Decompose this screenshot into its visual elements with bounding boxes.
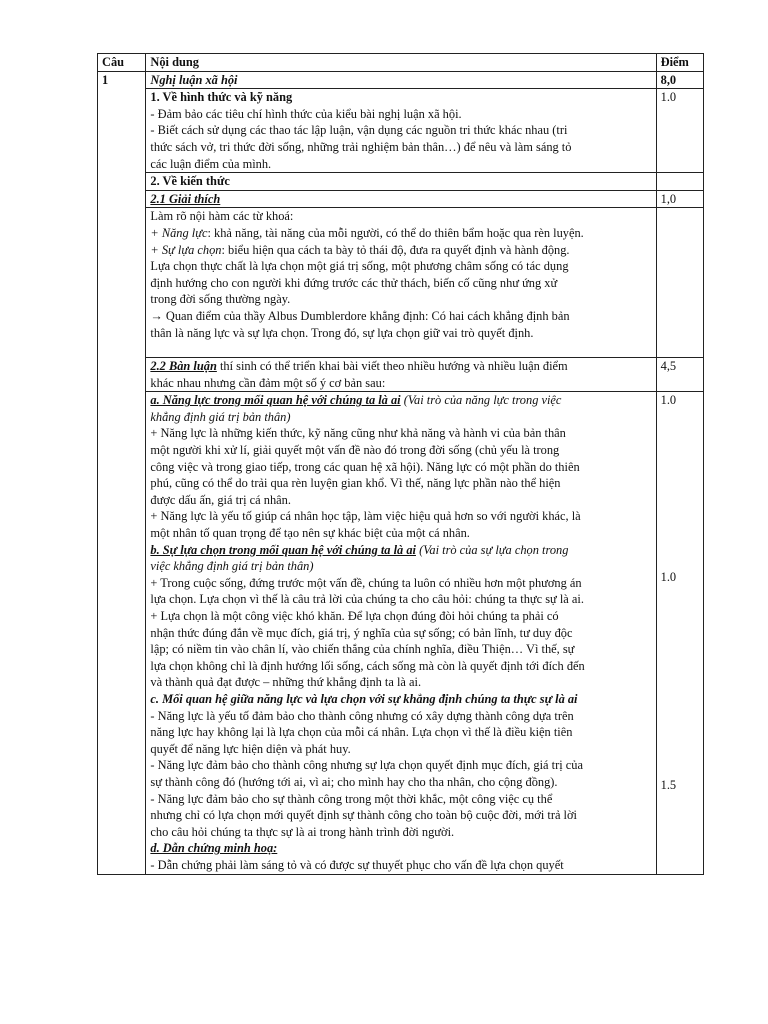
sub21-intro: Làm rõ nội hàm các từ khoá:: [150, 209, 294, 224]
point-c-heading: c. Mối quan hệ giữa năng lực và lựa chọn với sự khẳng định chúng ta thực sự là ai: [150, 691, 578, 706]
sub22-text2: khác nhau nhưng cần đảm một số ý cơ bản sau:: [150, 375, 386, 390]
sub21-line: thân là năng lực và sự lựa chọn. Trong đó, sự lựa chọn giữ vai trò quyết định.: [150, 325, 534, 340]
table-row: [98, 89, 704, 173]
term-lua-chon: + Sự lựa chọn: [150, 242, 222, 257]
table-row: [98, 392, 704, 874]
section1-line: - Biết cách sử dụng các thao tác lập luận, vận dụng các nguồn tri thức khác nhau (tri: [150, 123, 568, 138]
sub21-luachon: [150, 242, 651, 259]
point-b-heading: b. Sự lựa chọn trong mối quan hệ với chúng ta là ai: [150, 542, 416, 557]
point-c-line: - Năng lực đảm bảo cho thành công nhưng sự lựa chọn quyết định mục đích, giá trị của: [150, 758, 583, 773]
sub21-heading: 2.1 Giải thích: [146, 190, 656, 208]
point-a-line: công việc và trong giao tiếp, trong các quan hệ xã hội). Năng lực có một phần do thiên: [150, 459, 580, 474]
sub21-line: → Quan điểm của thầy Albus Dumblerdore khẳng định: Có hai cách khẳng định bản: [150, 308, 570, 323]
point-a-line: được dấu ấn, giá trị cá nhân.: [150, 492, 291, 507]
point-c-line: - Năng lực đảm bảo cho sự thành công trong một thời khắc, một công việc cụ thể: [150, 791, 553, 806]
sub21-score: 1,0: [656, 190, 703, 208]
term-nang-luc-def: : khả năng, tài năng của mỗi người, có thể do thiên bẩm hoặc qua rèn luyện.: [207, 225, 584, 240]
question-total-score: 8,0: [656, 71, 703, 89]
section1-line: các luận điểm của mình.: [150, 156, 272, 171]
sub22-heading: 2.2 Bàn luận: [150, 359, 217, 374]
sub22-intro: [150, 358, 651, 375]
point-a-cell: [146, 392, 656, 874]
point-c-score: 1.5: [660, 778, 677, 793]
point-b-score: 1.0: [660, 569, 677, 584]
point-d-line: - Dẫn chứng phải làm sáng tỏ và có được sự thuyết phục cho vấn đề lựa chọn quyết: [150, 857, 564, 872]
sub21-nangluc: [150, 225, 651, 242]
question-title: Nghị luận xã hội: [146, 71, 656, 89]
grading-table: [97, 53, 704, 875]
point-b-line: lập; có niềm tin vào chân lí, vào chiến thắng của chính nghĩa, điều Thiện… Vì thế, sự: [150, 642, 575, 657]
point-b-paren2: việc khẳng định giá trị bản thân): [150, 559, 314, 574]
table-row: [98, 190, 704, 208]
sub21-line: Lựa chọn thực chất là lựa chọn một giá trị sống, một phương châm sống có tác dụng: [150, 259, 569, 274]
point-a-line: một nhân tố quan trọng để tạo nên sự khác biệt của một cá nhân.: [150, 526, 470, 541]
table-header-row: [98, 54, 704, 72]
section2-heading: 2. Về kiến thức: [146, 173, 656, 191]
header-cau: Câu: [98, 54, 146, 72]
term-lua-chon-def: : biểu hiện qua cách ta bày tỏ thái độ, đưa ra quyết định và hành động.: [221, 242, 570, 257]
table-row: [98, 208, 704, 358]
point-a-line: một người khi xử lí, giải quyết một vấn đề nào đó trong đời sống (chủ yếu là trong: [150, 443, 560, 458]
blank-line: [150, 341, 651, 357]
point-b-paren: (Vai trò của sự lựa chọn trong: [415, 542, 569, 557]
point-b-title: [150, 542, 651, 559]
sub22-cell: [146, 358, 656, 392]
point-a-line: + Năng lực là những kiến thức, kỹ năng cũng như khả năng và hành vi của bản thân: [150, 426, 566, 441]
point-b-line: + Trong cuộc sống, đứng trước một vấn đề, chúng ta luôn có nhiều hơn một phương án: [150, 575, 582, 590]
sub21-line: trong đời sống thường ngày.: [150, 292, 291, 307]
table-row: [98, 173, 704, 191]
point-b-line: nhận thức đúng đắn về mục đích, giá trị, ý nghĩa của sự sống; có bản lĩnh, tư duy độc: [150, 625, 573, 640]
sub22-text: thí sinh có thể triển khai bài viết theo nhiều hướng và nhiều luận điểm: [216, 359, 568, 374]
point-a-title: [150, 392, 651, 409]
sub22-score: 4,5: [656, 358, 703, 392]
point-a-paren: (Vai trò của năng lực trong việc: [400, 393, 562, 408]
section1-cell: [146, 89, 656, 173]
point-d-heading: d. Dẫn chứng minh hoạ:: [150, 841, 278, 856]
point-c-line: quyết để năng lực hiện diện và phát huy.: [150, 741, 351, 756]
point-b-line: lựa chọn. Lựa chọn vì thế là câu trả lời của chúng ta cho câu hỏi: chúng ta thực sự là ai.: [150, 592, 584, 607]
point-c-line: sự thành công đó (hướng tới ai, vì ai; cho mình hay cho tha nhân, cho cộng đồng).: [150, 774, 558, 789]
point-b-line: lựa chọn không chỉ là định hướng lối sống, cách sống mà còn là quyết định tới đích đến: [150, 658, 585, 673]
empty-score-cell: [656, 208, 703, 358]
term-nang-luc: + Năng lực: [150, 225, 208, 240]
point-a-heading: a. Năng lực trong mối quan hệ với chúng ta là ai: [150, 393, 401, 408]
point-c-line: năng lực hay không lại là lựa chọn của mỗi cá nhân. Lựa chọn vì thế là điều kiện tiên: [150, 725, 573, 740]
empty-score-cell: [656, 173, 703, 191]
point-a-line: phú, cũng có thể do trải qua rèn luyện gian khổ. Vì thế, năng lực phần nào thể hiện: [150, 476, 561, 491]
point-a-paren2: khẳng định giá trị bản thân): [150, 409, 291, 424]
section1-heading: 1. Về hình thức và kỹ năng: [150, 90, 293, 105]
sub21-content: [146, 208, 656, 358]
point-a-line: + Năng lực là yếu tố giúp cá nhân học tập, làm việc hiệu quả hơn so với người khác, là: [150, 509, 581, 524]
point-c-line: - Năng lực là yếu tố đảm bảo cho thành công nhưng có xây dựng thành công dựa trên: [150, 708, 574, 723]
section1-score: 1.0: [656, 89, 703, 173]
sub21-line: định hướng cho con người khi đứng trước các thử thách, biến cố cũng như ứng xử: [150, 275, 558, 290]
points-score-cell: [656, 392, 703, 874]
header-diem: Điểm: [656, 54, 703, 72]
section1-line: thức sách vở, tri thức đời sống, những trải nghiệm bản thân…) để nêu và làm sáng tỏ: [150, 139, 572, 154]
point-a-score: 1.0: [660, 393, 677, 408]
table-row: [98, 71, 704, 89]
header-noi-dung: Nội dung: [146, 54, 656, 72]
point-b-line: + Lựa chọn là một công việc khó khăn. Để lựa chọn đúng đòi hỏi chúng ta phải có: [150, 609, 559, 623]
point-c-line: nhưng chỉ có lựa chọn mới quyết định sự thành công cho toàn bộ cuộc đời, mới trả lời: [150, 808, 577, 823]
question-number: 1: [98, 71, 146, 874]
section1-line: - Đảm bảo các tiêu chí hình thức của kiểu bài nghị luận xã hội.: [150, 106, 462, 121]
point-c-line: cho câu hỏi chúng ta thực sự là ai trong hành trình đời người.: [150, 824, 455, 839]
point-b-line: và thành quả đạt được – những thứ khẳng định ta là ai.: [150, 675, 422, 690]
table-row: [98, 358, 704, 392]
